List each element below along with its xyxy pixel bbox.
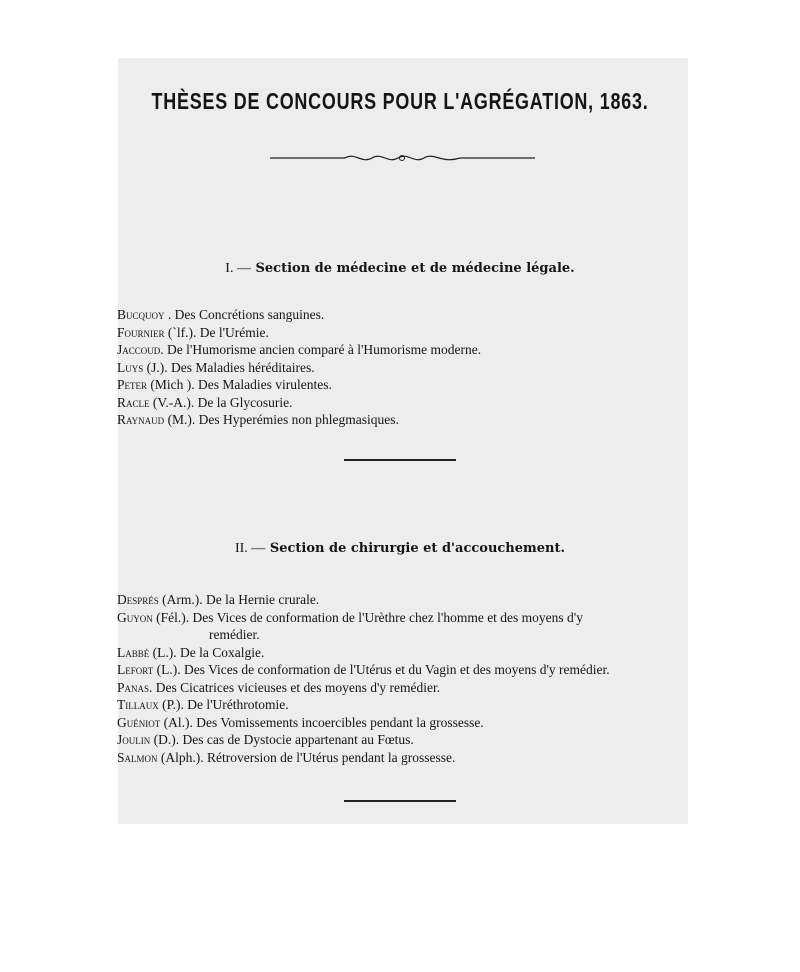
author-name: Jaccoud xyxy=(117,342,161,357)
list-item xyxy=(117,591,687,609)
ornament-divider xyxy=(270,150,535,166)
thesis-text: (Mich ). Des Maladies virulentes. xyxy=(147,377,332,392)
thesis-text: (`lf.). De l'Urémie. xyxy=(164,324,269,340)
entry-list-chirurgie xyxy=(117,591,687,766)
list-item xyxy=(117,324,687,342)
author-name: Guéniot xyxy=(117,714,161,730)
author-name: Peter xyxy=(117,377,148,392)
section-heading-chirurgie xyxy=(0,541,800,557)
thesis-text-continued: remédier. xyxy=(209,627,260,642)
list-item xyxy=(117,714,687,732)
list-item xyxy=(117,376,687,394)
author-name: Fournier xyxy=(117,324,165,340)
section-title: Section de chirurgie et d'accouchement. xyxy=(269,541,566,556)
author-name: Racle xyxy=(117,394,150,410)
list-item xyxy=(117,696,687,714)
list-item xyxy=(117,731,687,749)
section-title: Section de médecine et de médecine légale. xyxy=(255,261,575,276)
author-name: Joulin xyxy=(117,732,151,747)
author-name: Després xyxy=(117,592,159,607)
author-name: Guyon xyxy=(117,609,153,625)
section-number: I. — xyxy=(225,261,251,276)
author-name: Tillaux xyxy=(117,697,159,712)
thesis-text: . Des Concrétions sanguines. xyxy=(164,307,325,322)
list-item xyxy=(117,411,687,429)
page-title: THÈSES DE CONCOURS POUR L'AGRÉGATION, 1863. xyxy=(151,88,649,114)
author-name: Salmon xyxy=(117,749,158,765)
thesis-text: (Alph.). Rétroversion de l'Utérus pendant la grossesse. xyxy=(157,749,456,765)
list-item xyxy=(117,644,687,662)
list-item xyxy=(117,749,687,767)
list-item xyxy=(117,679,687,697)
thesis-text: . De l'Humorisme ancien comparé à l'Humorisme moderne. xyxy=(160,342,482,357)
author-name: Raynaud xyxy=(117,412,165,427)
thesis-text: (J.). Des Maladies héréditaires. xyxy=(143,359,315,375)
author-name: Bucquoy xyxy=(117,307,165,322)
thesis-text: (Al.). Des Vomissements incoercibles pendant la grossesse. xyxy=(160,714,484,730)
list-item xyxy=(117,359,687,377)
list-item xyxy=(117,341,687,359)
thesis-text: (V.-A.). De la Glycosurie. xyxy=(149,394,293,410)
section-divider xyxy=(344,800,456,802)
section-number: II. — xyxy=(234,541,266,556)
thesis-text: (P.). De l'Uréthrotomie. xyxy=(158,697,289,712)
list-item xyxy=(117,306,687,324)
entry-list-medecine xyxy=(117,306,687,429)
thesis-text: (Arm.). De la Hernie crurale. xyxy=(158,592,320,607)
thesis-text: (L.). De la Coxalgie. xyxy=(149,644,265,660)
section-divider xyxy=(344,459,456,461)
author-name: Luys xyxy=(117,359,144,375)
thesis-text: (L.). Des Vices de conformation de l'Utérus et du Vagin et des moyens d'y remédier. xyxy=(153,662,610,677)
thesis-text: (D.). Des cas de Dystocie appartenant au Fœtus. xyxy=(150,732,414,747)
author-name: Labbé xyxy=(117,644,150,660)
section-heading-medecine xyxy=(0,261,800,277)
list-item xyxy=(117,661,687,679)
author-name: Panas xyxy=(117,679,150,695)
list-item xyxy=(117,609,682,644)
list-item xyxy=(117,394,687,412)
thesis-text: (Fél.). Des Vices de conformation de l'Urèthre chez l'homme et des moyens d'y xyxy=(152,609,583,625)
author-name: Lefort xyxy=(117,662,154,677)
thesis-text: . Des Cicatrices vicieuses et des moyens d'y remédier. xyxy=(149,679,441,695)
thesis-text: (M.). Des Hyperémies non phlegmasiques. xyxy=(164,412,399,427)
